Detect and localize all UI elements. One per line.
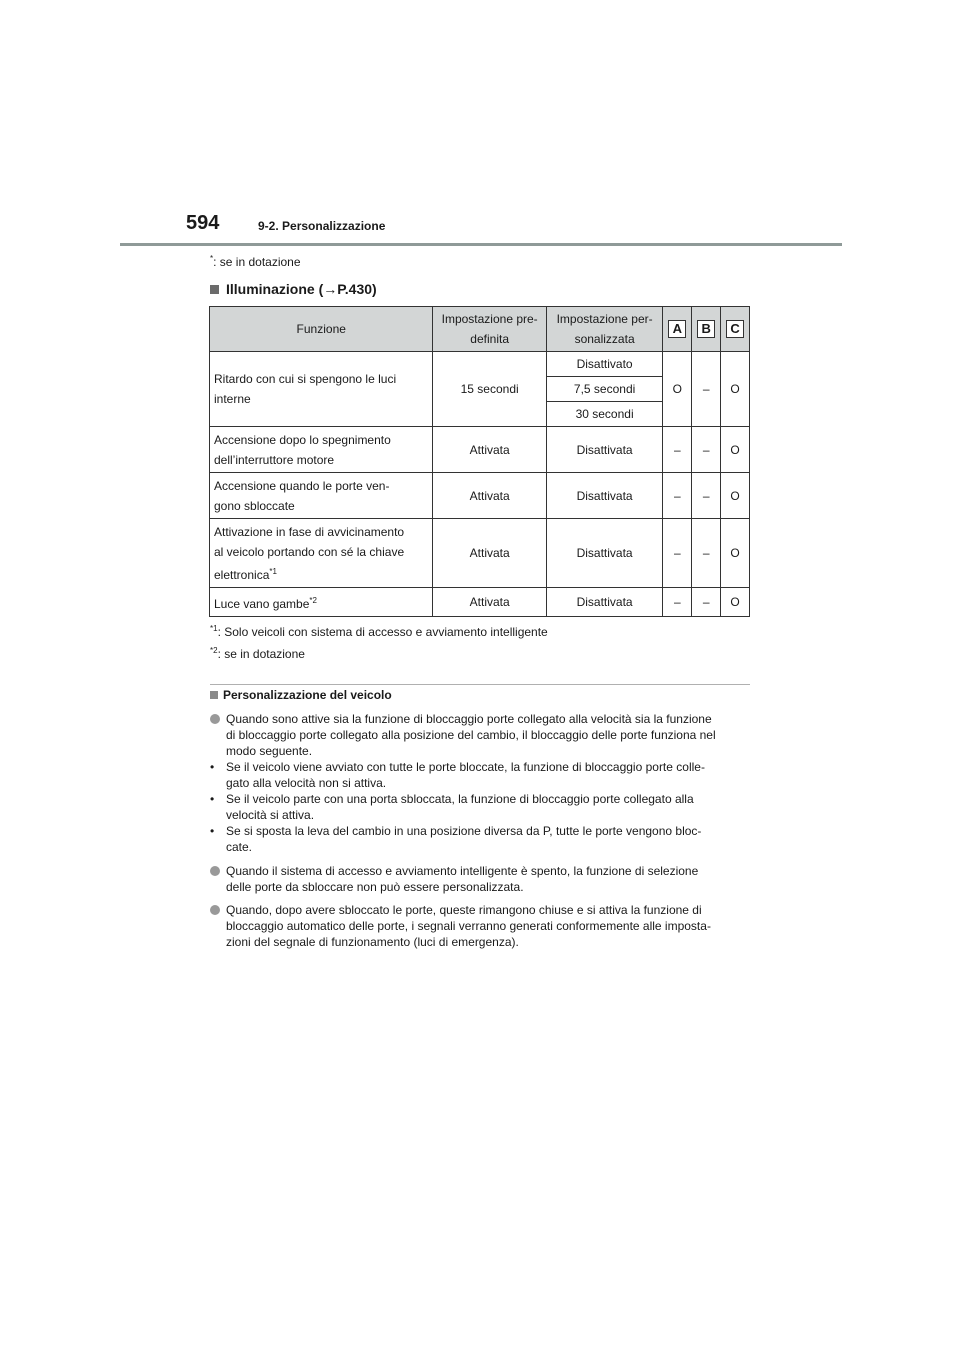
header-a	[663, 307, 692, 352]
cell-default: 15 secondi	[433, 352, 546, 427]
bullet-dot-icon	[210, 905, 220, 915]
cell-b: –	[692, 519, 721, 588]
table-row	[210, 352, 750, 377]
cell-default: Attivata	[433, 588, 546, 617]
table-row	[210, 427, 750, 473]
table-row	[210, 519, 750, 588]
header-function: Funzione	[210, 307, 433, 352]
top-footnote: *: se in dotazione	[210, 254, 301, 269]
cell-b: –	[692, 427, 721, 473]
sub-list-item: • Se il veicolo viene avviato con tutte le porte bloccate, la funzione di bloccaggio porte colle- gato alla velocità non si attiva.	[210, 760, 705, 790]
cell-a: –	[663, 473, 692, 519]
cell-function: Ritardo con cui si spengono le luci interne	[210, 352, 433, 427]
cell-default: Attivata	[433, 427, 546, 473]
arrow-icon: →	[323, 281, 338, 297]
cell-a: –	[663, 519, 692, 588]
cell-c: O	[721, 427, 750, 473]
cell-a: –	[663, 427, 692, 473]
square-bullet-icon	[210, 691, 218, 699]
cell-custom: 30 secondi	[546, 402, 663, 427]
table-row	[210, 473, 750, 519]
subsection-title: Illuminazione (	[226, 281, 324, 297]
letter-c-icon: C	[726, 320, 744, 338]
cell-default: Attivata	[433, 519, 546, 588]
notes-heading: Personalizzazione del veicolo	[210, 688, 392, 702]
note-item: Quando, dopo avere sbloccato le porte, queste rimangono chiuse e si attiva la funzione di bloccaggio automatico delle porte, i segnali verranno generati conformemente alle imposta- zioni del segnale di funzionamento (luci di emergenza).	[210, 902, 750, 950]
cell-custom: Disattivata	[546, 519, 663, 588]
bullet-dot-icon	[210, 714, 220, 724]
cell-default: Attivata	[433, 473, 546, 519]
subsection-heading	[210, 281, 377, 297]
header-default: Impostazione pre- definita	[433, 307, 546, 352]
table-row	[210, 588, 750, 617]
section-title: 9-2. Personalizzazione	[258, 219, 386, 233]
letter-b-icon: B	[697, 320, 715, 338]
square-bullet-icon	[210, 285, 219, 294]
footnote-1: $^{*1}$: Solo veicoli con sistema di accesso e avviamento intelligente	[210, 624, 548, 639]
note-item: Quando sono attive sia la funzione di bloccaggio porte collegato alla velocità sia la funzione di bloccaggio porte collegato alla posizione del cambio, il bloccaggio delle porte funziona nel modo seguente. • Se il veicolo viene avviato con tutte le porte bloccate, la funzione di bloccaggio porte colle- gato alla velocità non si attiva. • Se il veicolo parte con una porta sbloccata, la funzione di bloccaggio porte collegato alla velocità si attiva. • Se si sposta la leva del cambio in una posizione diversa da P, tutte le porte vengono bloc- cate.	[210, 711, 750, 855]
cell-custom: Disattivato	[546, 352, 663, 377]
footnote-2: $^{*2}$: se in dotazione	[210, 646, 305, 661]
sub-list-item: • Se si sposta la leva del cambio in una posizione diversa da P, tutte le porte vengono bloc- cate.	[210, 824, 702, 854]
cell-function: Accensione dopo lo spegnimento dell’interruttore motore	[210, 427, 433, 473]
cell-a: O	[663, 352, 692, 427]
cell-a: –	[663, 588, 692, 617]
notes-divider	[210, 684, 750, 685]
header-rule	[120, 243, 842, 246]
cell-b: –	[692, 473, 721, 519]
cell-custom: Disattivata	[546, 427, 663, 473]
cell-custom: Disattivata	[546, 588, 663, 617]
letter-a-icon: A	[668, 320, 686, 338]
cell-c: O	[721, 473, 750, 519]
cell-c: O	[721, 588, 750, 617]
header-custom: Impostazione per- sonalizzata	[546, 307, 663, 352]
settings-table	[209, 306, 750, 617]
cell-b: –	[692, 352, 721, 427]
page-reference: P.430)	[337, 281, 377, 297]
cell-c: O	[721, 519, 750, 588]
header-c	[721, 307, 750, 352]
page-number: 594	[186, 212, 220, 234]
cell-c: O	[721, 352, 750, 427]
cell-custom: Disattivata	[546, 473, 663, 519]
table-header-row	[210, 307, 750, 352]
cell-function: Luce vano gambe$^{*2}$	[210, 588, 433, 617]
note-item: Quando il sistema di accesso e avviamento intelligente è spento, la funzione di selezione delle porte da sbloccare non può essere personalizzata.	[210, 863, 750, 895]
cell-function: Attivazione in fase di avvicinamento al veicolo portando con sé la chiave elettronica$^{*1}$	[210, 519, 433, 588]
sub-list-item: • Se il veicolo parte con una porta sbloccata, la funzione di bloccaggio porte collegato alla velocità si attiva.	[210, 792, 694, 822]
cell-custom: 7,5 secondi	[546, 377, 663, 402]
header-b	[692, 307, 721, 352]
bullet-dot-icon	[210, 866, 220, 876]
cell-b: –	[692, 588, 721, 617]
cell-function: Accensione quando le porte ven- gono sbloccate	[210, 473, 433, 519]
